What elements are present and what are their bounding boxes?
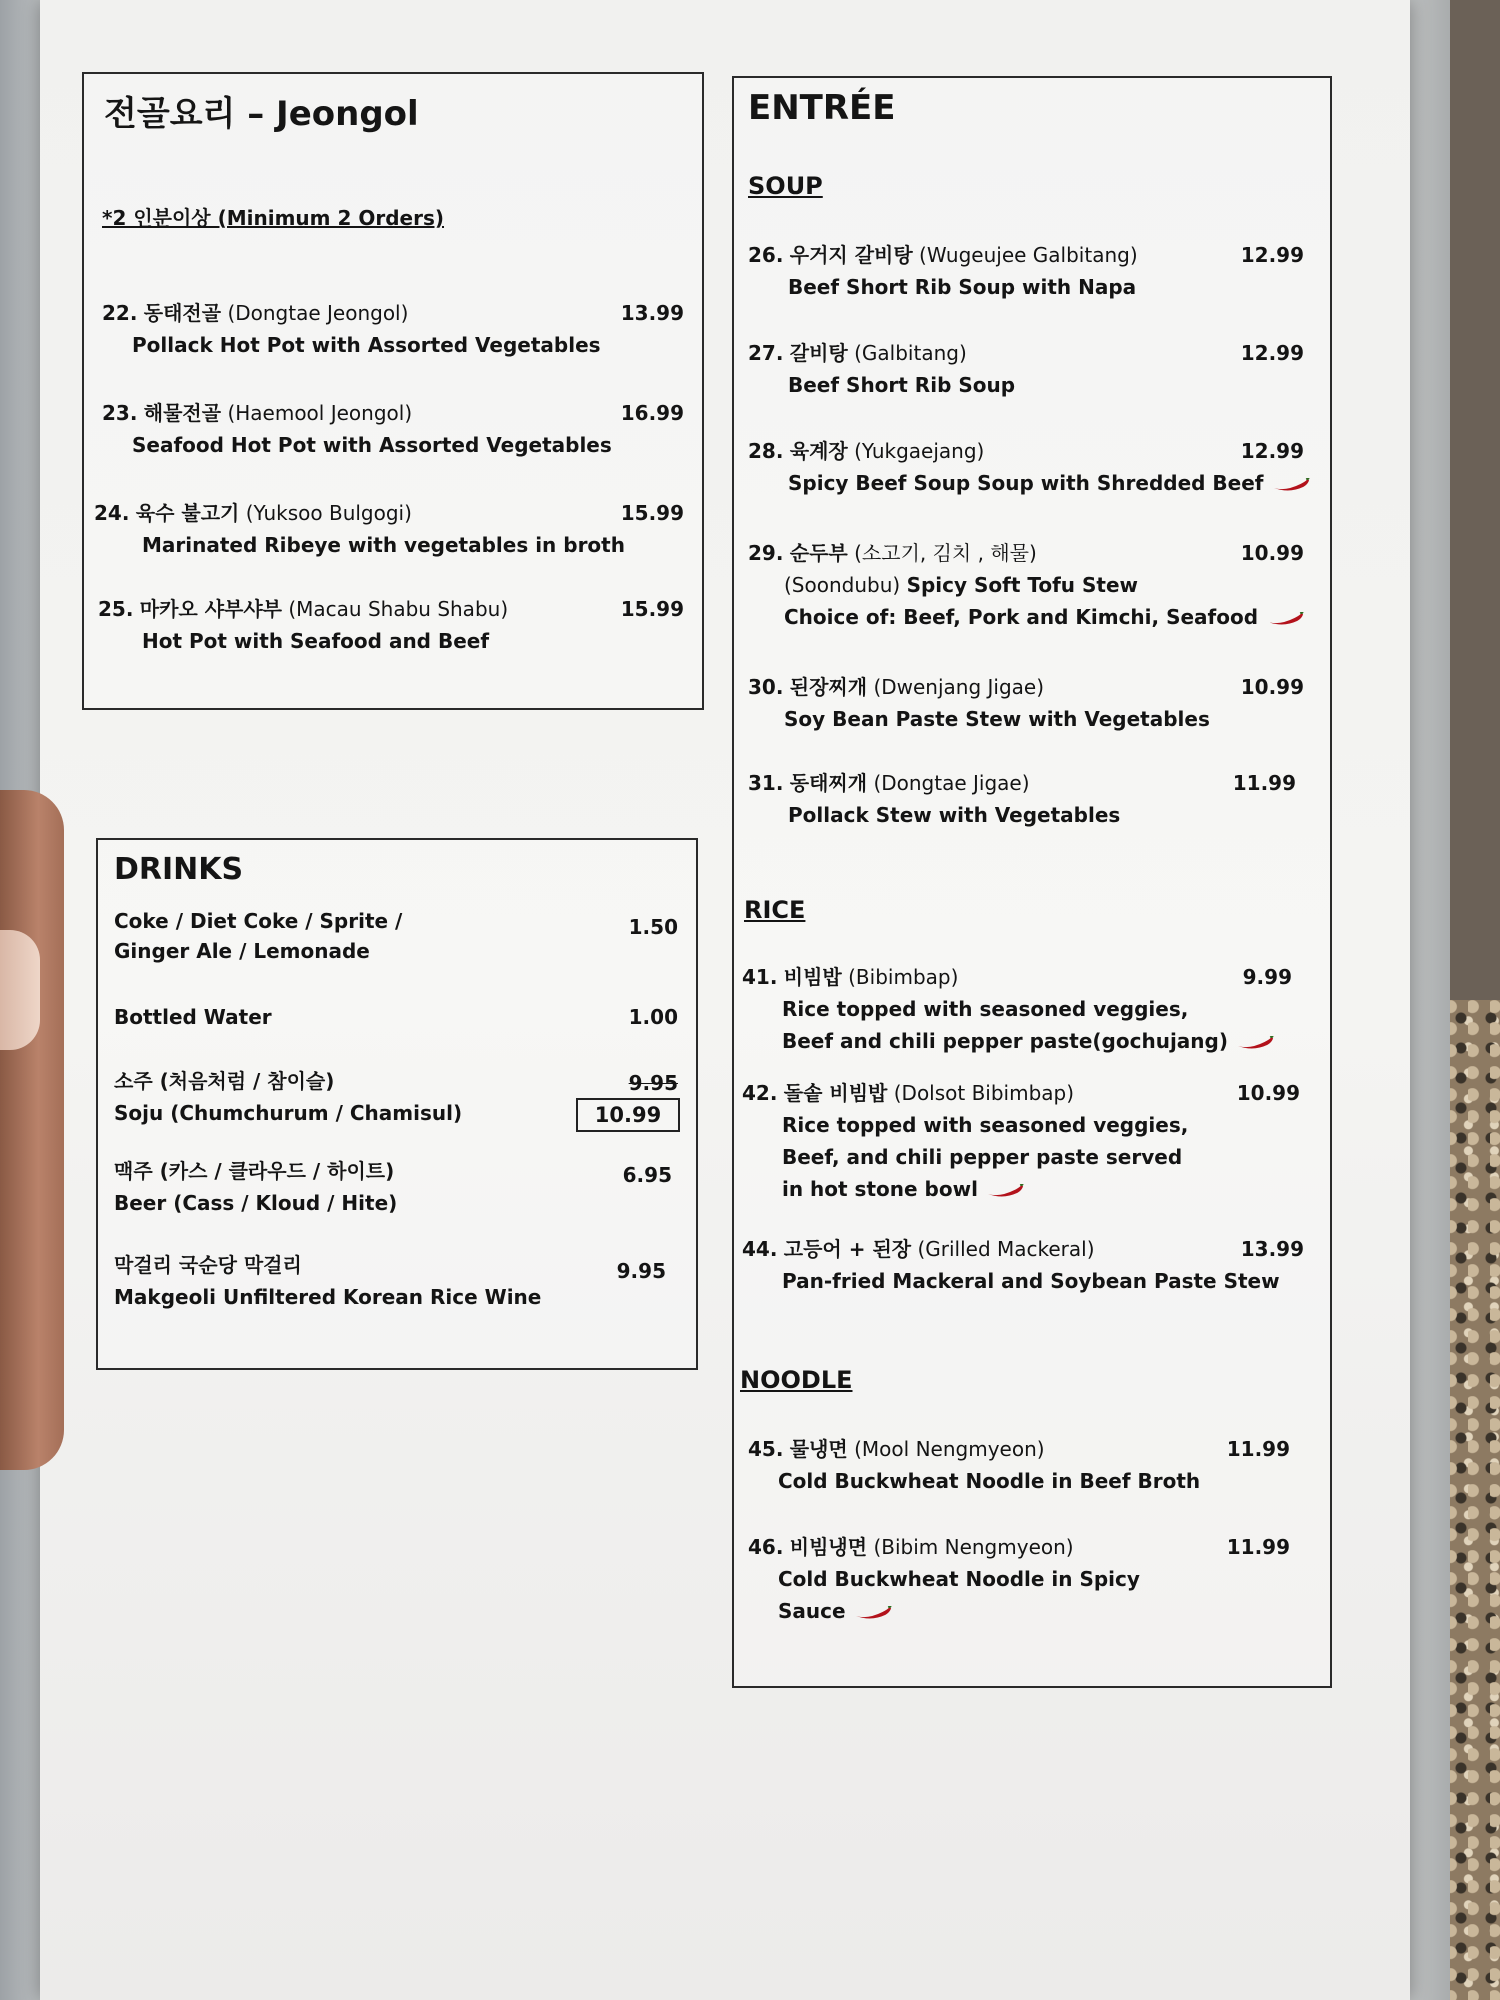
chili-pepper-icon: [1272, 478, 1310, 492]
item-description: Spicy Soft Tofu Stew: [906, 573, 1138, 597]
item-korean-name: 우거지 갈비탕: [789, 243, 913, 267]
menu-page: [40, 0, 1410, 2000]
menu-item: [734, 1078, 1330, 1208]
item-price: 11.99: [1232, 771, 1296, 795]
item-romanized-name: (Mool Nengmyeon): [854, 1437, 1045, 1461]
item-description: Pollack Hot Pot with Assorted Vegetables: [132, 333, 601, 357]
drink-name-continued: Beer (Cass / Kloud / Hite): [114, 1191, 398, 1215]
item-price: 10.99: [1240, 675, 1304, 699]
item-description: Soy Bean Paste Stew with Vegetables: [784, 707, 1210, 731]
item-number: 31.: [748, 771, 784, 795]
item-number: 29.: [748, 541, 784, 565]
chili-pepper-icon: [1236, 1036, 1274, 1050]
item-description: Cold Buckwheat Noodle in Beef Broth: [778, 1469, 1201, 1493]
drink-price: 6.95: [622, 1163, 672, 1187]
item-description-continued: in hot stone bowl: [782, 1177, 978, 1201]
item-description-continued: Beef, and chili pepper paste served: [782, 1145, 1183, 1169]
item-romanized-name: (Dolsot Bibimbap): [893, 1081, 1075, 1105]
item-korean-name: 육계장: [789, 439, 848, 463]
drink-price: 1.00: [628, 1005, 678, 1029]
item-romanized-name: (Dwenjang Jigae): [873, 675, 1045, 699]
drink-name-continued: Ginger Ale / Lemonade: [114, 939, 370, 963]
drink-item: [98, 1250, 696, 1314]
item-price: 15.99: [620, 501, 684, 525]
item-korean-name: 동태전골: [143, 301, 222, 325]
item-description: Pan-fried Mackeral and Soybean Paste Stew: [782, 1269, 1280, 1293]
item-romanized-name: (Galbitang): [854, 341, 967, 365]
drink-name: Bottled Water: [114, 1005, 272, 1029]
jeongol-title: 전골요리 – Jeongol: [104, 94, 419, 134]
item-description: Rice topped with seasoned veggies,: [782, 1113, 1189, 1137]
item-number: 45.: [748, 1437, 784, 1461]
item-number: 22.: [102, 301, 138, 325]
item-description: Beef Short Rib Soup: [788, 373, 1016, 397]
item-number: 30.: [748, 675, 784, 699]
item-romanized-name: (Dongtae Jigae): [873, 771, 1030, 795]
menu-item: [734, 768, 1330, 834]
item-number: 28.: [748, 439, 784, 463]
item-number: 44.: [742, 1237, 778, 1261]
menu-item: [734, 962, 1330, 1062]
item-description: Cold Buckwheat Noodle in Spicy: [778, 1567, 1140, 1591]
chili-pepper-icon: [986, 1184, 1024, 1198]
item-number: 24.: [94, 501, 130, 525]
thumbnail-finger: [0, 930, 40, 1050]
drink-name-continued: Makgeoli Unfiltered Korean Rice Wine: [114, 1285, 542, 1309]
drink-price-updated: 10.99: [576, 1098, 680, 1132]
item-description-continued: Sauce: [778, 1599, 846, 1623]
entree-section: [732, 76, 1332, 1688]
drink-name: 막걸리 국순당 막걸리: [114, 1253, 302, 1277]
menu-item: [734, 436, 1330, 502]
item-description: Pollack Stew with Vegetables: [788, 803, 1121, 827]
item-description: Marinated Ribeye with vegetables in broth: [142, 533, 625, 557]
item-korean-name: 해물전골: [143, 401, 222, 425]
item-description: Beef Short Rib Soup with Napa: [788, 275, 1137, 299]
drink-price-original: 9.95: [628, 1071, 678, 1095]
item-number: 25.: [98, 597, 134, 621]
item-price: 11.99: [1226, 1437, 1290, 1461]
drink-item: [98, 1156, 696, 1220]
item-number: 23.: [102, 401, 138, 425]
item-korean-name: 고등어 + 된장: [783, 1237, 912, 1261]
jeongol-section: [82, 72, 704, 710]
item-romanized-name: (소고기, 김치 , 해물): [854, 541, 1037, 565]
item-korean-name: 된장찌개: [789, 675, 868, 699]
item-romanized-name: (Yukgaejang): [854, 439, 985, 463]
item-description: Rice topped with seasoned veggies,: [782, 997, 1189, 1021]
item-choices: Choice of: Beef, Pork and Kimchi, Seafood: [784, 605, 1259, 629]
drinks-title: DRINKS: [114, 852, 244, 887]
item-romanized-name: (Soondubu): [784, 573, 901, 597]
item-romanized-name: (Dongtae Jeongol): [227, 301, 409, 325]
drinks-section: [96, 838, 698, 1370]
noodle-heading: NOODLE: [740, 1366, 853, 1394]
item-korean-name: 동태찌개: [789, 771, 868, 795]
drink-item: [98, 1066, 696, 1136]
rice-heading: RICE: [744, 896, 806, 924]
menu-item: [734, 1434, 1330, 1500]
drink-item: [98, 1002, 696, 1036]
drink-name: 맥주 (카스 / 클라우드 / 하이트): [114, 1159, 395, 1183]
drink-name-continued: Soju (Chumchurum / Chamisul): [114, 1101, 463, 1125]
chili-pepper-icon: [1266, 612, 1304, 626]
item-price: 9.99: [1242, 965, 1292, 989]
item-romanized-name: (Macau Shabu Shabu): [288, 597, 509, 621]
item-romanized-name: (Grilled Mackeral): [917, 1237, 1095, 1261]
item-korean-name: 갈비탕: [789, 341, 848, 365]
item-price: 13.99: [620, 301, 684, 325]
item-price: 16.99: [620, 401, 684, 425]
menu-item: [84, 594, 702, 664]
item-number: 41.: [742, 965, 778, 989]
item-price: 12.99: [1240, 243, 1304, 267]
item-romanized-name: (Bibim Nengmyeon): [873, 1535, 1074, 1559]
item-price: 10.99: [1240, 541, 1304, 565]
item-description: Hot Pot with Seafood and Beef: [142, 629, 490, 653]
item-price: 15.99: [620, 597, 684, 621]
item-number: 26.: [748, 243, 784, 267]
drink-item: [98, 906, 696, 970]
item-price: 13.99: [1240, 1237, 1304, 1261]
item-price: 12.99: [1240, 341, 1304, 365]
item-description: Seafood Hot Pot with Assorted Vegetables: [132, 433, 612, 457]
item-romanized-name: (Haemool Jeongol): [227, 401, 413, 425]
item-korean-name: 육수 불고기: [135, 501, 240, 525]
item-korean-name: 돌솥 비빔밥: [783, 1081, 888, 1105]
menu-item: [734, 672, 1330, 738]
soup-heading: SOUP: [748, 172, 823, 200]
menu-item: [84, 398, 702, 468]
item-korean-name: 비빔밥: [783, 965, 842, 989]
item-description: Spicy Beef Soup Soup with Shredded Beef: [788, 471, 1264, 495]
holding-hand: [0, 790, 64, 1470]
menu-item: [734, 240, 1330, 306]
menu-item: [734, 1234, 1330, 1300]
minimum-order-note: *2 인분이상 (Minimum 2 Orders): [102, 206, 444, 230]
item-romanized-name: (Bibimbap): [848, 965, 959, 989]
drink-price: 1.50: [628, 915, 678, 939]
item-romanized-name: (Yuksoo Bulgogi): [245, 501, 412, 525]
item-price: 10.99: [1236, 1081, 1300, 1105]
item-korean-name: 순두부: [789, 541, 848, 565]
item-number: 42.: [742, 1081, 778, 1105]
item-korean-name: 물냉면: [789, 1437, 848, 1461]
entree-title: ENTRÉE: [748, 88, 896, 128]
chili-pepper-icon: [854, 1606, 892, 1620]
item-korean-name: 마카오 샤부샤부: [139, 597, 282, 621]
menu-item: [734, 538, 1330, 638]
item-price: 12.99: [1240, 439, 1304, 463]
item-description-continued: Beef and chili pepper paste(gochujang): [782, 1029, 1228, 1053]
item-price: 11.99: [1226, 1535, 1290, 1559]
menu-item: [734, 338, 1330, 404]
drink-name: Coke / Diet Coke / Sprite /: [114, 909, 403, 933]
drink-name: 소주 (처음처럼 / 참이슬): [114, 1069, 335, 1093]
item-number: 27.: [748, 341, 784, 365]
menu-item: [734, 1532, 1330, 1632]
menu-item: [84, 498, 702, 568]
item-romanized-name: (Wugeujee Galbitang): [919, 243, 1138, 267]
item-korean-name: 비빔냉면: [789, 1535, 868, 1559]
drink-price: 9.95: [616, 1259, 666, 1283]
menu-item: [84, 298, 702, 368]
item-number: 46.: [748, 1535, 784, 1559]
